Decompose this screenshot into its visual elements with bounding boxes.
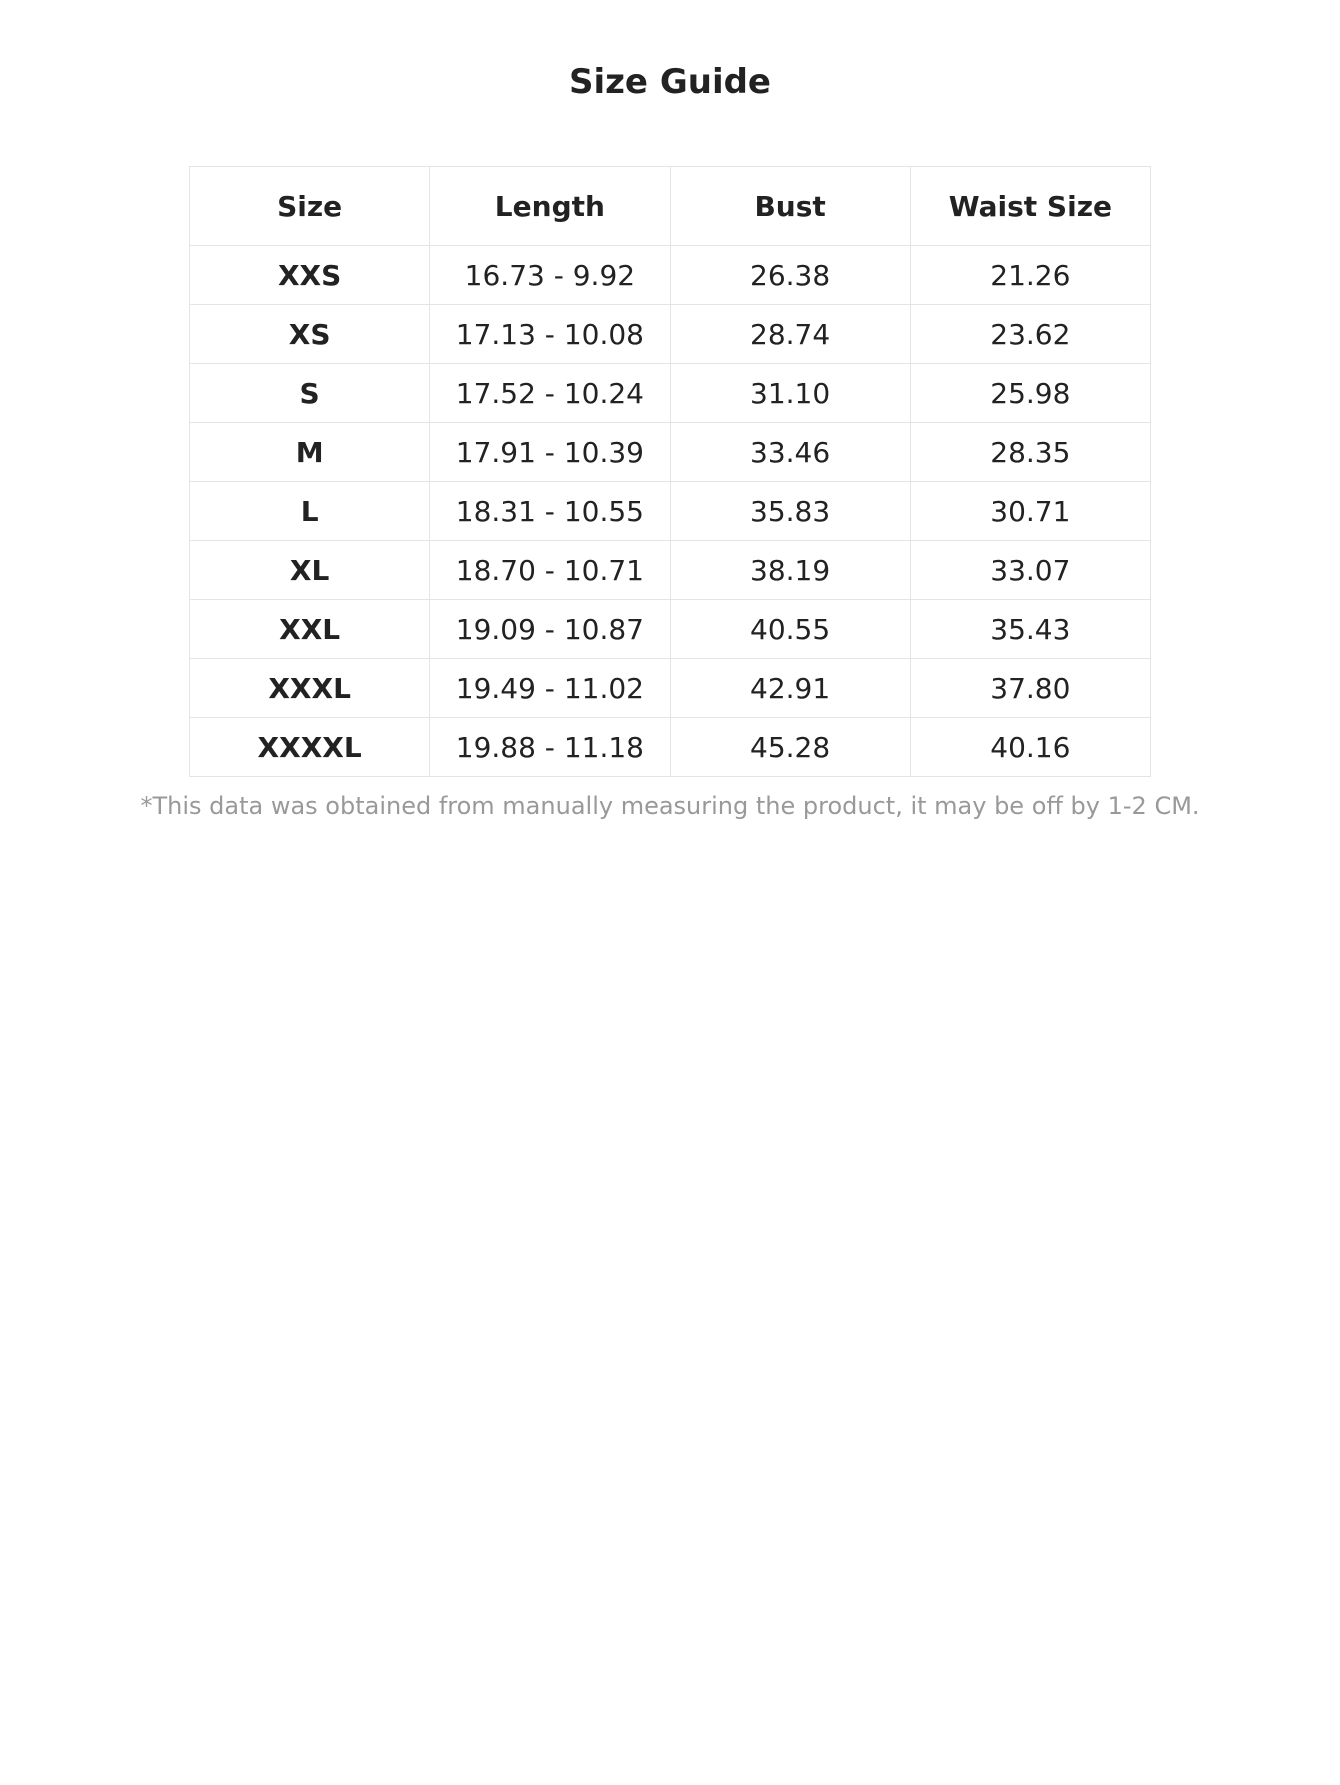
length-cell: 18.70 - 10.71 (430, 541, 670, 600)
table-row (190, 659, 1151, 718)
table-row (190, 600, 1151, 659)
size-cell: L (190, 482, 430, 541)
waist-cell: 21.26 (910, 246, 1150, 305)
table-header-row (190, 167, 1151, 246)
waist-cell: 33.07 (910, 541, 1150, 600)
waist-cell: 28.35 (910, 423, 1150, 482)
waist-cell: 30.71 (910, 482, 1150, 541)
length-cell: 19.88 - 11.18 (430, 718, 670, 777)
waist-cell: 23.62 (910, 305, 1150, 364)
bust-cell: 26.38 (670, 246, 910, 305)
table-row (190, 482, 1151, 541)
length-cell: 19.09 - 10.87 (430, 600, 670, 659)
size-cell: XXXXL (190, 718, 430, 777)
header-bust: Bust (670, 167, 910, 246)
measurement-disclaimer: *This data was obtained from manually measuring the product, it may be off by 1-2 CM. (140, 792, 1200, 820)
size-cell: XXS (190, 246, 430, 305)
size-cell: XS (190, 305, 430, 364)
bust-cell: 31.10 (670, 364, 910, 423)
length-cell: 17.52 - 10.24 (430, 364, 670, 423)
table-row (190, 246, 1151, 305)
table-row (190, 541, 1151, 600)
size-cell: XXXL (190, 659, 430, 718)
waist-cell: 25.98 (910, 364, 1150, 423)
bust-cell: 35.83 (670, 482, 910, 541)
size-cell: S (190, 364, 430, 423)
bust-cell: 38.19 (670, 541, 910, 600)
length-cell: 16.73 - 9.92 (430, 246, 670, 305)
bust-cell: 45.28 (670, 718, 910, 777)
size-cell: M (190, 423, 430, 482)
waist-cell: 37.80 (910, 659, 1150, 718)
page-title: Size Guide (569, 62, 771, 102)
length-cell: 19.49 - 11.02 (430, 659, 670, 718)
size-table (189, 166, 1151, 777)
header-waist-size: Waist Size (910, 167, 1150, 246)
table-row (190, 423, 1151, 482)
table-row (190, 364, 1151, 423)
waist-cell: 35.43 (910, 600, 1150, 659)
bust-cell: 42.91 (670, 659, 910, 718)
length-cell: 17.91 - 10.39 (430, 423, 670, 482)
header-length: Length (430, 167, 670, 246)
size-cell: XL (190, 541, 430, 600)
bust-cell: 28.74 (670, 305, 910, 364)
bust-cell: 40.55 (670, 600, 910, 659)
waist-cell: 40.16 (910, 718, 1150, 777)
header-size: Size (190, 167, 430, 246)
length-cell: 17.13 - 10.08 (430, 305, 670, 364)
bust-cell: 33.46 (670, 423, 910, 482)
table-row (190, 305, 1151, 364)
length-cell: 18.31 - 10.55 (430, 482, 670, 541)
table-row (190, 718, 1151, 777)
size-cell: XXL (190, 600, 430, 659)
